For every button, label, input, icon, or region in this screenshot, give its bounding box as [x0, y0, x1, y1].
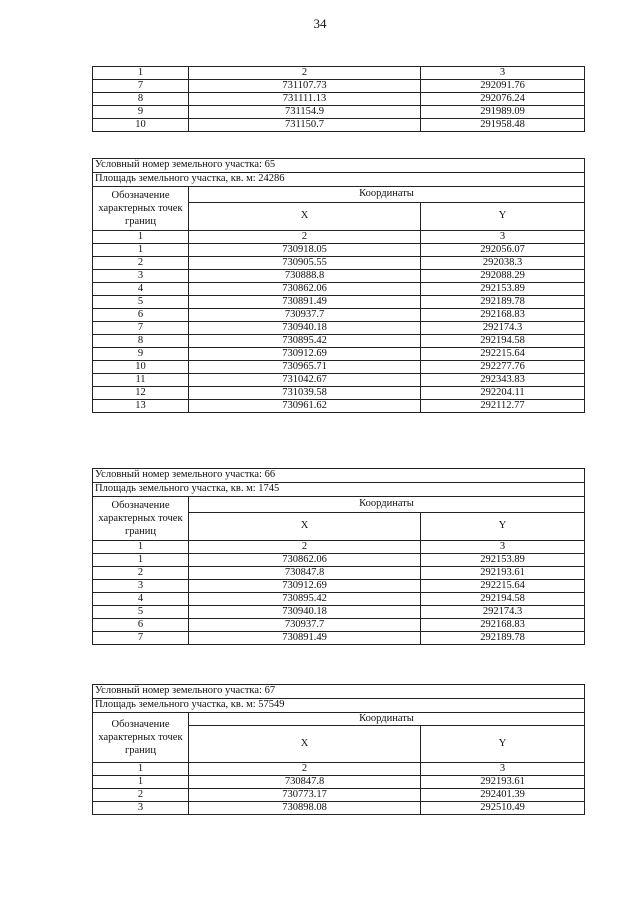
coordinate-row	[93, 119, 585, 132]
y-coordinate: 292056.07	[421, 244, 585, 257]
x-coordinate: 730862.06	[189, 283, 421, 296]
coordinate-row	[93, 789, 585, 802]
coordinates-header: Координаты	[189, 713, 585, 726]
coordinate-row	[93, 580, 585, 593]
point-number: 10	[93, 119, 189, 132]
plot-table-body	[93, 685, 585, 815]
y-coordinate: 292193.61	[421, 776, 585, 789]
x-coordinate: 730918.05	[189, 244, 421, 257]
coordinate-row	[93, 309, 585, 322]
point-number: 8	[93, 335, 189, 348]
column-number-row	[93, 763, 585, 776]
point-number: 4	[93, 283, 189, 296]
point-number: 5	[93, 296, 189, 309]
coordinate-row	[93, 322, 585, 335]
point-number: 5	[93, 606, 189, 619]
x-coordinate: 731107.73	[189, 80, 421, 93]
column-number: 3	[421, 67, 585, 80]
point-number: 7	[93, 632, 189, 645]
y-header: Y	[421, 203, 585, 231]
x-header: X	[189, 513, 421, 541]
y-coordinate: 292153.89	[421, 554, 585, 567]
y-coordinate: 292174.3	[421, 322, 585, 335]
continuation-table-body	[93, 67, 585, 132]
plot-table-65	[92, 158, 585, 413]
coordinate-row	[93, 244, 585, 257]
column-number: 3	[421, 231, 585, 244]
y-coordinate: 292343.83	[421, 374, 585, 387]
point-number: 3	[93, 580, 189, 593]
plot-table-body	[93, 469, 585, 645]
plot-area-line: Площадь земельного участка, кв. м: 1745	[93, 483, 585, 497]
x-coordinate: 730937.7	[189, 309, 421, 322]
point-number: 1	[93, 776, 189, 789]
y-coordinate: 292277.76	[421, 361, 585, 374]
point-number: 3	[93, 802, 189, 815]
column-number-row	[93, 541, 585, 554]
x-coordinate: 730940.18	[189, 322, 421, 335]
y-coordinate: 291958.48	[421, 119, 585, 132]
plot-area-line: Площадь земельного участка, кв. м: 24286	[93, 173, 585, 187]
point-number: 9	[93, 348, 189, 361]
x-coordinate: 730937.7	[189, 619, 421, 632]
x-coordinate: 730862.06	[189, 554, 421, 567]
point-number: 1	[93, 554, 189, 567]
point-number: 6	[93, 619, 189, 632]
point-number: 10	[93, 361, 189, 374]
y-coordinate: 292168.83	[421, 619, 585, 632]
y-coordinate: 292510.49	[421, 802, 585, 815]
x-coordinate: 730773.17	[189, 789, 421, 802]
point-number: 1	[93, 244, 189, 257]
x-coordinate: 731111.13	[189, 93, 421, 106]
coordinate-row	[93, 93, 585, 106]
coordinate-row	[93, 374, 585, 387]
coordinate-row	[93, 270, 585, 283]
y-coordinate: 292194.58	[421, 593, 585, 606]
column-number: 1	[93, 541, 189, 554]
y-coordinate: 292091.76	[421, 80, 585, 93]
point-number: 3	[93, 270, 189, 283]
x-coordinate: 730961.62	[189, 400, 421, 413]
x-coordinate: 730912.69	[189, 348, 421, 361]
plot-table-66	[92, 468, 585, 645]
y-header: Y	[421, 513, 585, 541]
coordinate-row	[93, 776, 585, 789]
point-number: 2	[93, 567, 189, 580]
continuation-table	[92, 66, 585, 132]
x-coordinate: 730895.42	[189, 593, 421, 606]
point-label-header: Обозначение характерных точек границ	[93, 187, 189, 231]
coordinate-row	[93, 619, 585, 632]
coordinate-row	[93, 802, 585, 815]
y-coordinate: 291989.09	[421, 106, 585, 119]
page-number: 34	[313, 16, 327, 31]
coordinates-header: Координаты	[189, 497, 585, 513]
plot-table-67	[92, 684, 585, 815]
y-coordinate: 292088.29	[421, 270, 585, 283]
x-coordinate: 731154.9	[189, 106, 421, 119]
y-coordinate: 292076.24	[421, 93, 585, 106]
coordinate-row	[93, 335, 585, 348]
point-number: 4	[93, 593, 189, 606]
x-coordinate: 730905.55	[189, 257, 421, 270]
x-coordinate: 730965.71	[189, 361, 421, 374]
plot-number-line: Условный номер земельного участка: 65	[93, 159, 585, 173]
point-number: 11	[93, 374, 189, 387]
coordinate-row	[93, 632, 585, 645]
x-coordinate: 730912.69	[189, 580, 421, 593]
coordinate-row	[93, 361, 585, 374]
coordinates-header: Координаты	[189, 187, 585, 203]
point-number: 7	[93, 80, 189, 93]
x-coordinate: 731150.7	[189, 119, 421, 132]
x-coordinate: 730847.8	[189, 776, 421, 789]
coordinate-row	[93, 283, 585, 296]
x-coordinate: 730898.08	[189, 802, 421, 815]
point-number: 9	[93, 106, 189, 119]
plot-area-line: Площадь земельного участка, кв. м: 57549	[93, 699, 585, 713]
x-coordinate: 730888.8	[189, 270, 421, 283]
y-coordinate: 292215.64	[421, 348, 585, 361]
column-number: 3	[421, 763, 585, 776]
y-coordinate: 292189.78	[421, 296, 585, 309]
x-header: X	[189, 726, 421, 763]
y-coordinate: 292204.11	[421, 387, 585, 400]
point-number: 2	[93, 789, 189, 802]
y-coordinate: 292193.61	[421, 567, 585, 580]
plot-number-line: Условный номер земельного участка: 66	[93, 469, 585, 483]
y-coordinate: 292401.39	[421, 789, 585, 802]
coordinate-row	[93, 400, 585, 413]
column-number: 2	[189, 763, 421, 776]
plot-table-body	[93, 159, 585, 413]
y-coordinate: 292038.3	[421, 257, 585, 270]
y-coordinate: 292112.77	[421, 400, 585, 413]
column-number-row	[93, 67, 585, 80]
coordinate-row	[93, 606, 585, 619]
column-number: 2	[189, 231, 421, 244]
coordinate-row	[93, 554, 585, 567]
coordinate-row	[93, 106, 585, 119]
coordinate-row	[93, 348, 585, 361]
y-coordinate: 292153.89	[421, 283, 585, 296]
point-label-header: Обозначение характерных точек границ	[93, 713, 189, 763]
coordinate-row	[93, 296, 585, 309]
x-coordinate: 730891.49	[189, 632, 421, 645]
point-number: 2	[93, 257, 189, 270]
coordinate-row	[93, 593, 585, 606]
column-number: 1	[93, 67, 189, 80]
y-coordinate: 292174.3	[421, 606, 585, 619]
coordinate-row	[93, 567, 585, 580]
y-coordinate: 292189.78	[421, 632, 585, 645]
y-coordinate: 292194.58	[421, 335, 585, 348]
x-coordinate: 730891.49	[189, 296, 421, 309]
column-number: 2	[189, 67, 421, 80]
coordinate-row	[93, 387, 585, 400]
column-number: 3	[421, 541, 585, 554]
column-number: 2	[189, 541, 421, 554]
coordinate-row	[93, 80, 585, 93]
x-coordinate: 731042.67	[189, 374, 421, 387]
x-coordinate: 730847.8	[189, 567, 421, 580]
column-number: 1	[93, 763, 189, 776]
point-number: 12	[93, 387, 189, 400]
x-header: X	[189, 203, 421, 231]
x-coordinate: 730940.18	[189, 606, 421, 619]
column-number: 1	[93, 231, 189, 244]
x-coordinate: 730895.42	[189, 335, 421, 348]
point-number: 8	[93, 93, 189, 106]
column-number-row	[93, 231, 585, 244]
plot-number-line: Условный номер земельного участка: 67	[93, 685, 585, 699]
point-label-header: Обозначение характерных точек границ	[93, 497, 189, 541]
point-number: 7	[93, 322, 189, 335]
point-number: 6	[93, 309, 189, 322]
y-coordinate: 292168.83	[421, 309, 585, 322]
coordinate-row	[93, 257, 585, 270]
y-coordinate: 292215.64	[421, 580, 585, 593]
y-header: Y	[421, 726, 585, 763]
x-coordinate: 731039.58	[189, 387, 421, 400]
point-number: 13	[93, 400, 189, 413]
